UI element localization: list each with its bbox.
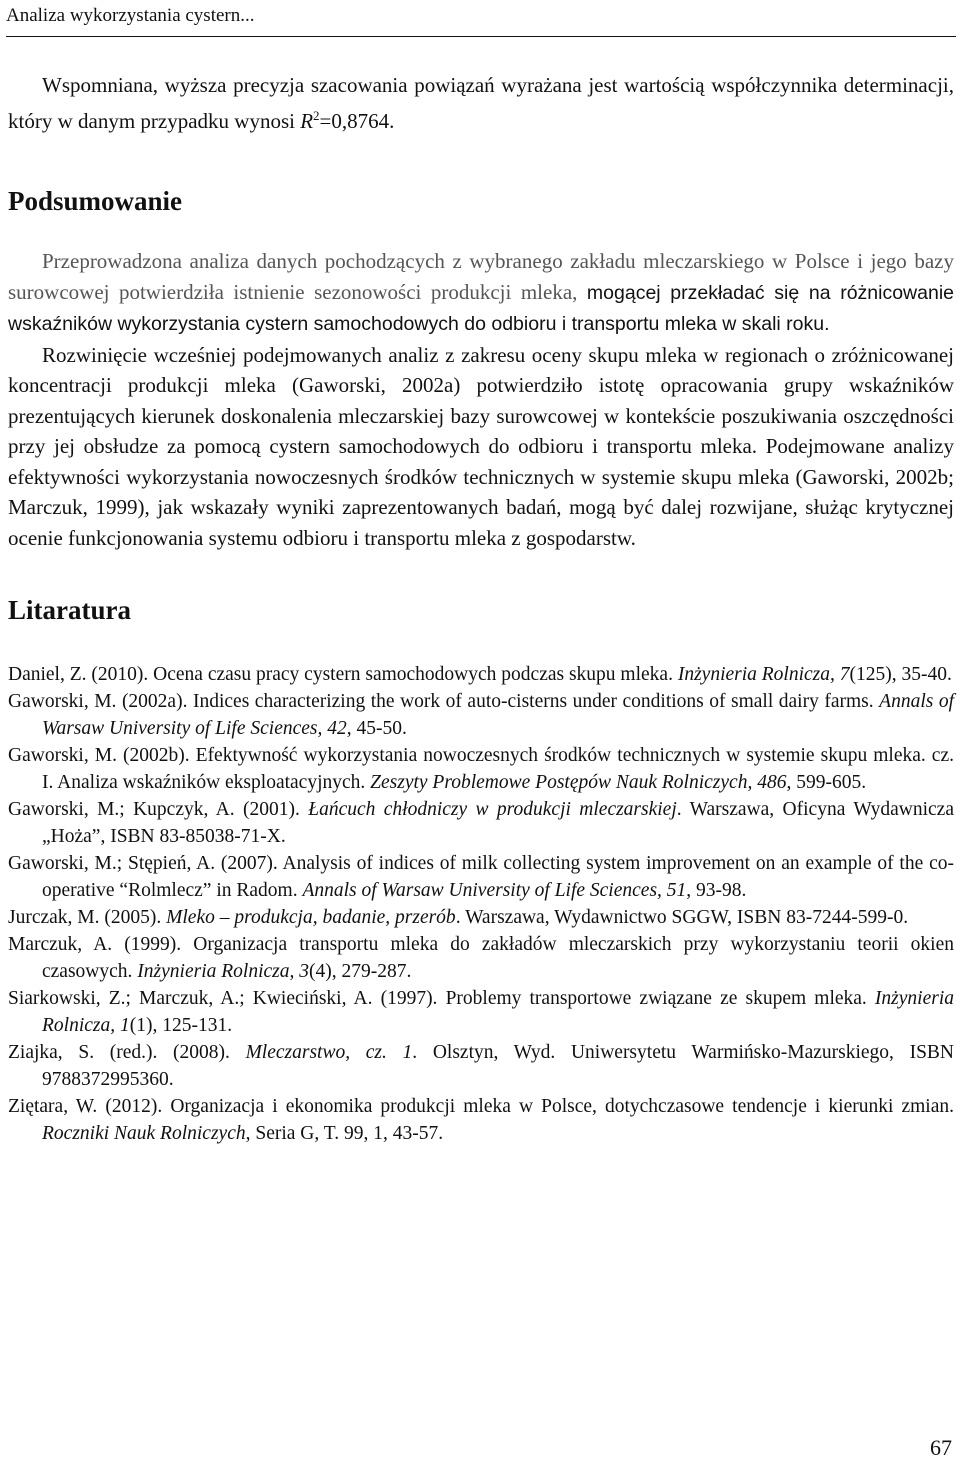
reference-item [8,742,954,796]
reference-source: Mleczarstwo, cz. 1 [245,1042,413,1063]
article-body [8,70,954,1147]
reference-author-year: Ziajka, S. (red.). (2008). [8,1042,246,1063]
reference-details: , 93-98. [686,880,747,901]
reference-item [8,850,954,904]
reference-item [8,985,954,1039]
reference-title: Analysis of indices of milk collecting system improvement on an example of the co-operative “Rolmlecz” in Radom. [42,853,954,901]
reference-title: Organizacja transportu mleka do zakładów mleczarskich przy wykorzystaniu teorii okien czasowych. [42,934,954,982]
reference-author-year: Gaworski, M.; Kupczyk, A. (2001). [8,799,309,820]
intro-text: Wspomniana, wyższa precyzja szacowania powiązań wyrażana jest wartością współczynnika determinacji, który w danym przypadku wynosi [8,73,954,133]
running-header: Analiza wykorzystania cystern... [6,5,255,26]
reference-item [8,904,954,931]
reference-list [8,661,954,1147]
reference-item [8,931,954,985]
reference-author-year: Gaworski, M.; Stępień, A. (2007). [8,853,283,874]
reference-details: (125), 35-40. [849,664,952,685]
reference-author-year: Gaworski, M. (2002a). [8,691,193,712]
reference-author-year: Marczuk, A. (1999). [8,934,194,955]
reference-item [8,1093,954,1147]
intro-paragraph [8,70,954,136]
reference-title: Indices characterizing the work of auto-cisterns under conditions of small dairy farms. [192,691,880,712]
summary-paragraph-1 [8,246,954,340]
page-number: 67 [930,1435,952,1460]
reference-author-year: Daniel, Z. (2010). [8,664,154,685]
section-heading-summary: Podsumowanie [8,186,183,216]
reference-item [8,1039,954,1093]
reference-source: Inżynieria Rolnicza, 7 [677,664,850,685]
reference-details: . Olsztyn, Wyd. Uniwersytetu Warmińsko-Mazurskiego, ISBN 9788372995360. [42,1042,954,1090]
reference-title: Ocena czasu pracy cystern samochodowych podczas skupu mleka. [153,664,678,685]
reference-details: (4), 279-287. [308,961,412,982]
reference-details: , Seria G, T. 99, 1, 43-57. [245,1123,444,1144]
reference-item [8,796,954,850]
reference-source: Zeszyty Problemowe Postępów Nauk Rolniczych, 486 [370,772,787,793]
reference-item [8,661,954,688]
reference-source: Roczniki Nauk Rolniczych [42,1123,246,1144]
r-exponent: 2 [313,107,320,123]
reference-title: Efektywność wykorzystania nowoczesnych środków technicznych w systemie skupu mleka. cz. I. Analiza wskaźników eksploatacyjnych. [42,745,954,793]
reference-author-year: Jurczak, M. (2005). [8,907,167,928]
reference-author-year: Siarkowski, Z.; Marczuk, A.; Kwieciński, A. (1997). [8,988,446,1009]
summary-p1-sans: mogącej przekładać się na różnicowanie wskaźników wykorzystania cystern samochodowych do odbioru i transportu mleka w skali roku. [8,281,955,335]
reference-title: Organizacja i ekonomika produkcji mleka w Polsce, dotychczasowe tendencje i kierunki zmian. [170,1096,954,1117]
reference-source: Annals of Warsaw University of Life Sciences, 51 [302,880,687,901]
reference-author-year: Gaworski, M. (2002b). [8,745,196,766]
reference-title: Problemy transportowe związane ze skupem mleka. [445,988,875,1009]
reference-source: Mleko – produkcja, badanie, przerób [166,907,456,928]
reference-source: Łańcuch chłodniczy w produkcji mleczarskiej [308,799,677,820]
reference-author-year: Ziętara, W. (2012). [8,1096,171,1117]
r-value: =0,8764. [319,108,395,133]
reference-source: Inżynieria Rolnicza, 3 [137,961,309,982]
reference-details: . Warszawa, Wydawnictwo SGGW, ISBN 83-7244-599-0. [455,907,909,928]
section-heading-references: Litaratura [8,595,131,625]
summary-p1-serif: Przeprowadzona analiza danych pochodzących z wybranego zakładu mleczarskiego w Polsce i jego bazy surowcowej potwierdziła istnienie sezonowości produkcji mleka, [8,249,954,304]
reference-source: Inżynieria Rolnicza, 1 [42,988,954,1036]
summary-paragraph-2: Rozwinięcie wcześniej podejmowanych analiz z zakresu oceny skupu mleka w regionach o zróżnicowanej koncentracji produkcji mleka (Gaworski, 2002a) potwierdziło istotę opracowania grupy wskaźników prezentujących kierunek doskonalenia mleczarskiej bazy surowcowej w kontekście poszukiwania oszczędności przy jej obsłudze za pomocą cystern samochodowych do odbioru i transportu mleka. Podejmowane analizy efektywności wykorzystania nowoczesnych środków technicznych w systemie skupu mleka (Gaworski, 2002b; Marczuk, 1999), jak wskazały wyniki zaprezentowanych badań, mogą być dalej rozwijane, służąc krytycznej ocenie funkcjonowania systemu odbioru i transportu mleka z gospodarstw. [8,342,954,550]
reference-details: , 45-50. [346,718,407,739]
reference-item [8,688,954,742]
reference-details: (1), 125-131. [129,1015,233,1036]
reference-source: Annals of Warsaw University of Life Sciences, 42 [42,691,955,739]
reference-details: . Warszawa, Oficyna Wydawnicza „Hoża”, ISBN 83-85038-71-X. [42,799,954,847]
reference-details: , 599-605. [786,772,867,793]
header-rule [6,36,956,37]
r-variable: R [300,108,314,133]
